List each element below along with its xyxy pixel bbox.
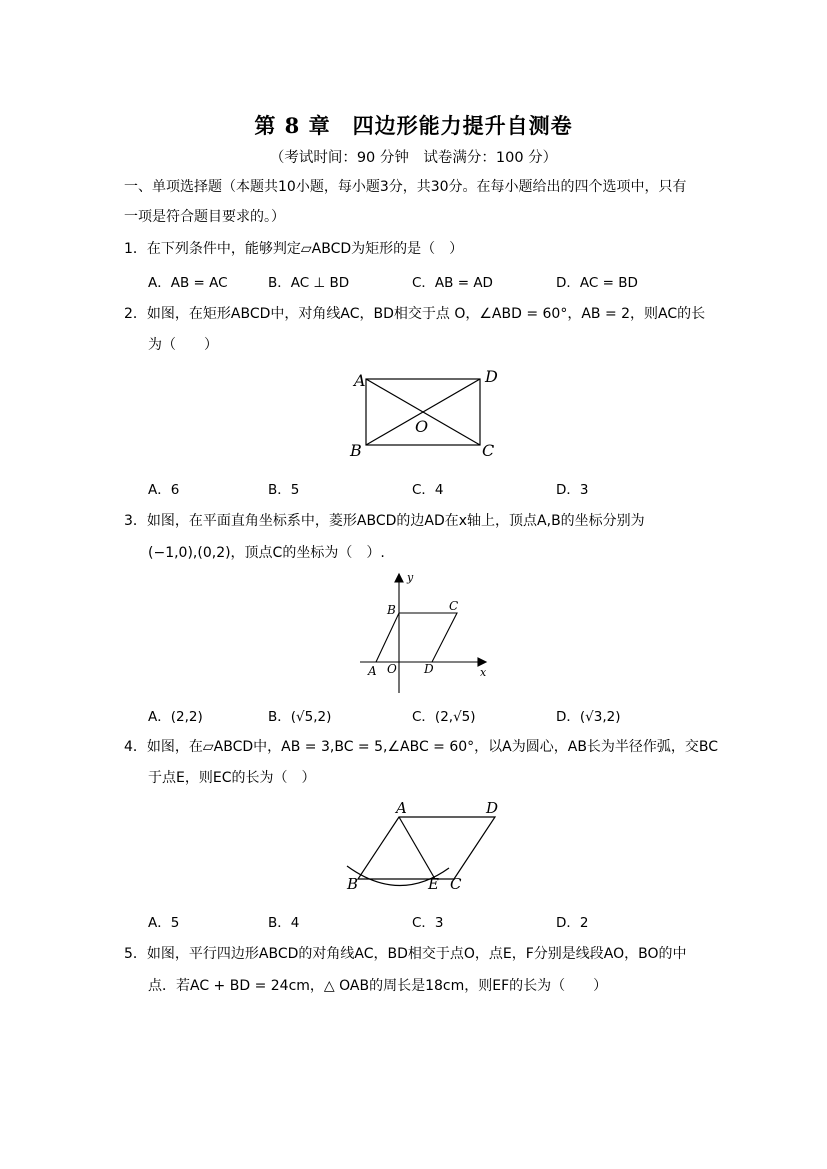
q2-label-d: D — [485, 367, 498, 386]
q4-label-e: E — [428, 875, 439, 893]
q2-option-b[interactable]: B．5 — [268, 482, 300, 498]
q2-option-c[interactable]: C．4 — [412, 482, 444, 498]
q3-option-d[interactable]: D．(√3,2) — [556, 709, 621, 725]
q3-label-a: A — [368, 664, 377, 678]
q1-option-d[interactable]: D．AC = BD — [556, 275, 638, 291]
q3-coordinate-figure — [350, 568, 500, 698]
section-heading-cont: 一项是符合题目要求的。） — [124, 209, 285, 225]
q2-label-a: A — [354, 371, 366, 390]
question-2-text-cont: 为（ ） — [148, 337, 218, 353]
q1-option-c[interactable]: C．AB = AD — [412, 275, 493, 291]
section-heading: 一、单项选择题（本题共10小题，每小题3分，共30分。在每小题给出的四个选项中，只有 — [124, 179, 687, 195]
q4-label-a: A — [396, 799, 407, 817]
q2-option-a[interactable]: A．6 — [148, 482, 180, 498]
q4-parallelogram-figure — [335, 796, 515, 896]
q3-label-x: x — [480, 666, 487, 679]
q2-label-o: O — [415, 417, 429, 436]
q4-option-d[interactable]: D．2 — [556, 915, 589, 931]
q1-option-a[interactable]: A．AB = AC — [148, 275, 228, 291]
question-4-text-cont: 于点E，则EC的长为（ ） — [148, 770, 316, 786]
page-title: 第 8 章 四边形能力提升自测卷 — [254, 113, 573, 138]
q2-label-c: C — [482, 441, 495, 460]
q3-label-b: B — [387, 603, 396, 617]
q3-option-a[interactable]: A．(2,2) — [148, 709, 203, 725]
q3-label-c: C — [449, 599, 459, 613]
q4-option-a[interactable]: A．5 — [148, 915, 180, 931]
question-2-text: 2．如图，在矩形ABCD中，对角线AC，BD相交于点 O，∠ABD = 60°，AB = 2，则AC的长 — [124, 306, 706, 322]
q2-label-b: B — [350, 441, 362, 460]
q3-option-b[interactable]: B．(√5,2) — [268, 709, 332, 725]
question-3-text-cont: (−1,0),(0,2)，顶点C的坐标为（ ）. — [148, 545, 385, 561]
q3-label-y: y — [407, 571, 414, 584]
exam-info: （考试时间：90 分钟 试卷满分：100 分） — [269, 150, 558, 166]
q4-label-d: D — [486, 799, 499, 817]
q4-label-b: B — [347, 875, 359, 893]
question-5-text-cont: 点．若AC + BD = 24cm，△ OAB的周长是18cm，则EF的长为（ ） — [148, 978, 608, 994]
q4-option-c[interactable]: C．3 — [412, 915, 444, 931]
question-1-text: 1．在下列条件中，能够判定▱ABCD为矩形的是（ ） — [124, 241, 464, 257]
q3-option-c[interactable]: C．(2,√5) — [412, 709, 476, 725]
q3-label-o: O — [387, 662, 397, 676]
q2-rectangle-figure — [340, 362, 510, 462]
question-4-text: 4．如图，在▱ABCD中，AB = 3,BC = 5,∠ABC = 60°，以A为圆心，AB长为半径作弧，交BC — [124, 739, 719, 755]
q3-label-d: D — [424, 662, 434, 676]
q4-option-b[interactable]: B．4 — [268, 915, 300, 931]
question-3-text: 3．如图，在平面直角坐标系中，菱形ABCD的边AD在x轴上，顶点A,B的坐标分别为 — [124, 513, 645, 529]
q4-label-c: C — [450, 875, 462, 893]
question-5-text: 5．如图，平行四边形ABCD的对角线AC，BD相交于点O，点E，F分别是线段AO，BO的中 — [124, 946, 687, 962]
q1-option-b[interactable]: B．AC ⊥ BD — [268, 275, 350, 291]
q2-option-d[interactable]: D．3 — [556, 482, 589, 498]
